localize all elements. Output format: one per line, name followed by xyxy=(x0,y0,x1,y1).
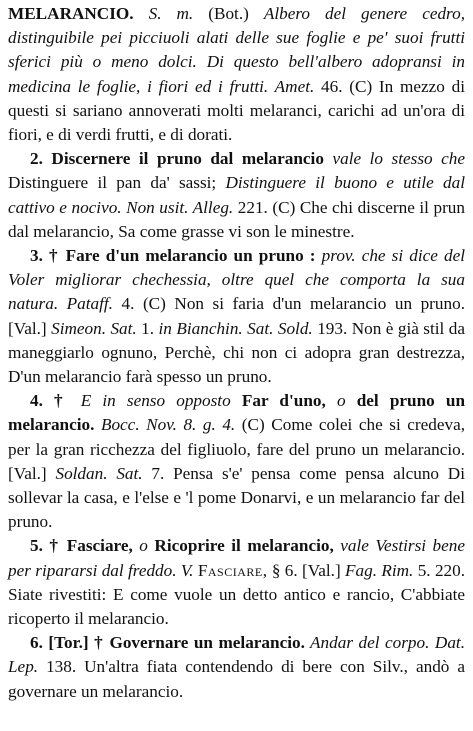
text-run: vale lo stesso che xyxy=(323,149,465,169)
text-run: Andar del corpo. Dat. Lep. xyxy=(8,633,465,677)
text-run: 5. 220. Siate rivestiti: E come vuole un detto antico e rancio, C'abbiate ricoperto il melarancio. xyxy=(8,560,466,629)
text-run: Soldan. Sat. xyxy=(55,463,143,483)
sense-5-fasciare xyxy=(8,534,465,631)
text-run: 221. (C) Che chi discerne il prun dal melarancio, Sa come grasse vi son le minestre. xyxy=(8,197,465,241)
text-run: 7. Pensa s'e' pensa come pensa alcuno Di sollevar la casa, e l'else e 'l pome Donarvi, e un melarancio far del pruno. xyxy=(8,463,465,532)
text-run: E in senso opposto xyxy=(80,391,231,411)
text-run: del pruno un melarancio. xyxy=(8,391,466,435)
text-run: 5. † Fasciare, xyxy=(30,536,133,556)
text-run: § 6. [Val.] xyxy=(267,560,346,580)
text-run: (Bot.) xyxy=(193,4,264,23)
text-run: Ricoprire il melarancio, xyxy=(147,536,334,556)
text-run: 3. † Fare d'un melarancio un pruno : xyxy=(30,246,316,266)
text-run: 4. (C) Non si faria d'un melarancio un pruno. [Val.] xyxy=(8,294,465,338)
text-run: o xyxy=(132,536,148,556)
text-run: 193. Non è già stil da maneggiarlo ognuno, Perchè, chi non ci adopra gran destrezza, D'un melarancio farà spesso un pruno. xyxy=(8,318,466,387)
text-run: Distinguere il pan da' sassi; xyxy=(8,173,226,193)
text-run: 2. Discernere il pruno dal melarancio xyxy=(30,149,324,169)
text-run: Distinguere il buono e utile dal cattivo e nocivo. Non usit. Alleg. xyxy=(8,173,465,217)
text-run: prov. che si dice del Voler migliorar chechessia, oltre quel che comporta la sua natura. Pataff. xyxy=(8,246,466,314)
sense-6-governare xyxy=(8,631,465,704)
text-run: (C) Come colei che si credeva, per la gran ricchezza del figliuolo, fare del pruno un melarancio. [Val.] xyxy=(8,415,465,483)
text-run: Albero del genere cedro, distinguibile pei picciuoli alati delle sue foglie e pe' suoi frutti sferici più o meno dolci. Di questo bell'albero adopransi in medicina le foglie, i fiori ed i frutti. Amet. xyxy=(8,4,466,96)
text-run: Far d'uno, xyxy=(230,391,326,411)
text-run xyxy=(134,4,149,23)
entry-melarancio xyxy=(8,2,465,147)
text-run: 1. xyxy=(136,318,159,338)
text-run: Simeon. Sat. xyxy=(51,318,137,338)
text-run: 46. (C) In mezzo di questi si sariano annoverati molti melaranci, carichi ad un'ora di fiori, e di verdi frutti, e di dorati. xyxy=(8,76,465,145)
text-run: 6. [Tor.] † Governare un melarancio. xyxy=(30,633,305,653)
sense-3-fare-pruno xyxy=(8,244,465,389)
text-run: in Bianchin. Sat. Sold. xyxy=(158,318,313,338)
text-run: Fasciare, xyxy=(197,560,268,580)
sense-4-senso-opposto xyxy=(8,389,465,534)
text-run: vale Vestirsi bene per ripararsi dal freddo. V. xyxy=(8,536,466,580)
sense-2-discernere xyxy=(8,147,465,244)
text-run: 138. Un'altra fiata contendendo di bere con Silv., andò a governare un melarancio. xyxy=(8,657,465,701)
text-run: o xyxy=(325,391,346,411)
text-run: Bocc. Nov. 8. g. 4. xyxy=(94,415,236,435)
text-run: Fag. Rim. xyxy=(345,560,414,580)
text-run: MELARANCIO. xyxy=(8,4,134,23)
text-run: S. m. xyxy=(148,4,194,23)
text-run: 4. † xyxy=(30,391,81,411)
